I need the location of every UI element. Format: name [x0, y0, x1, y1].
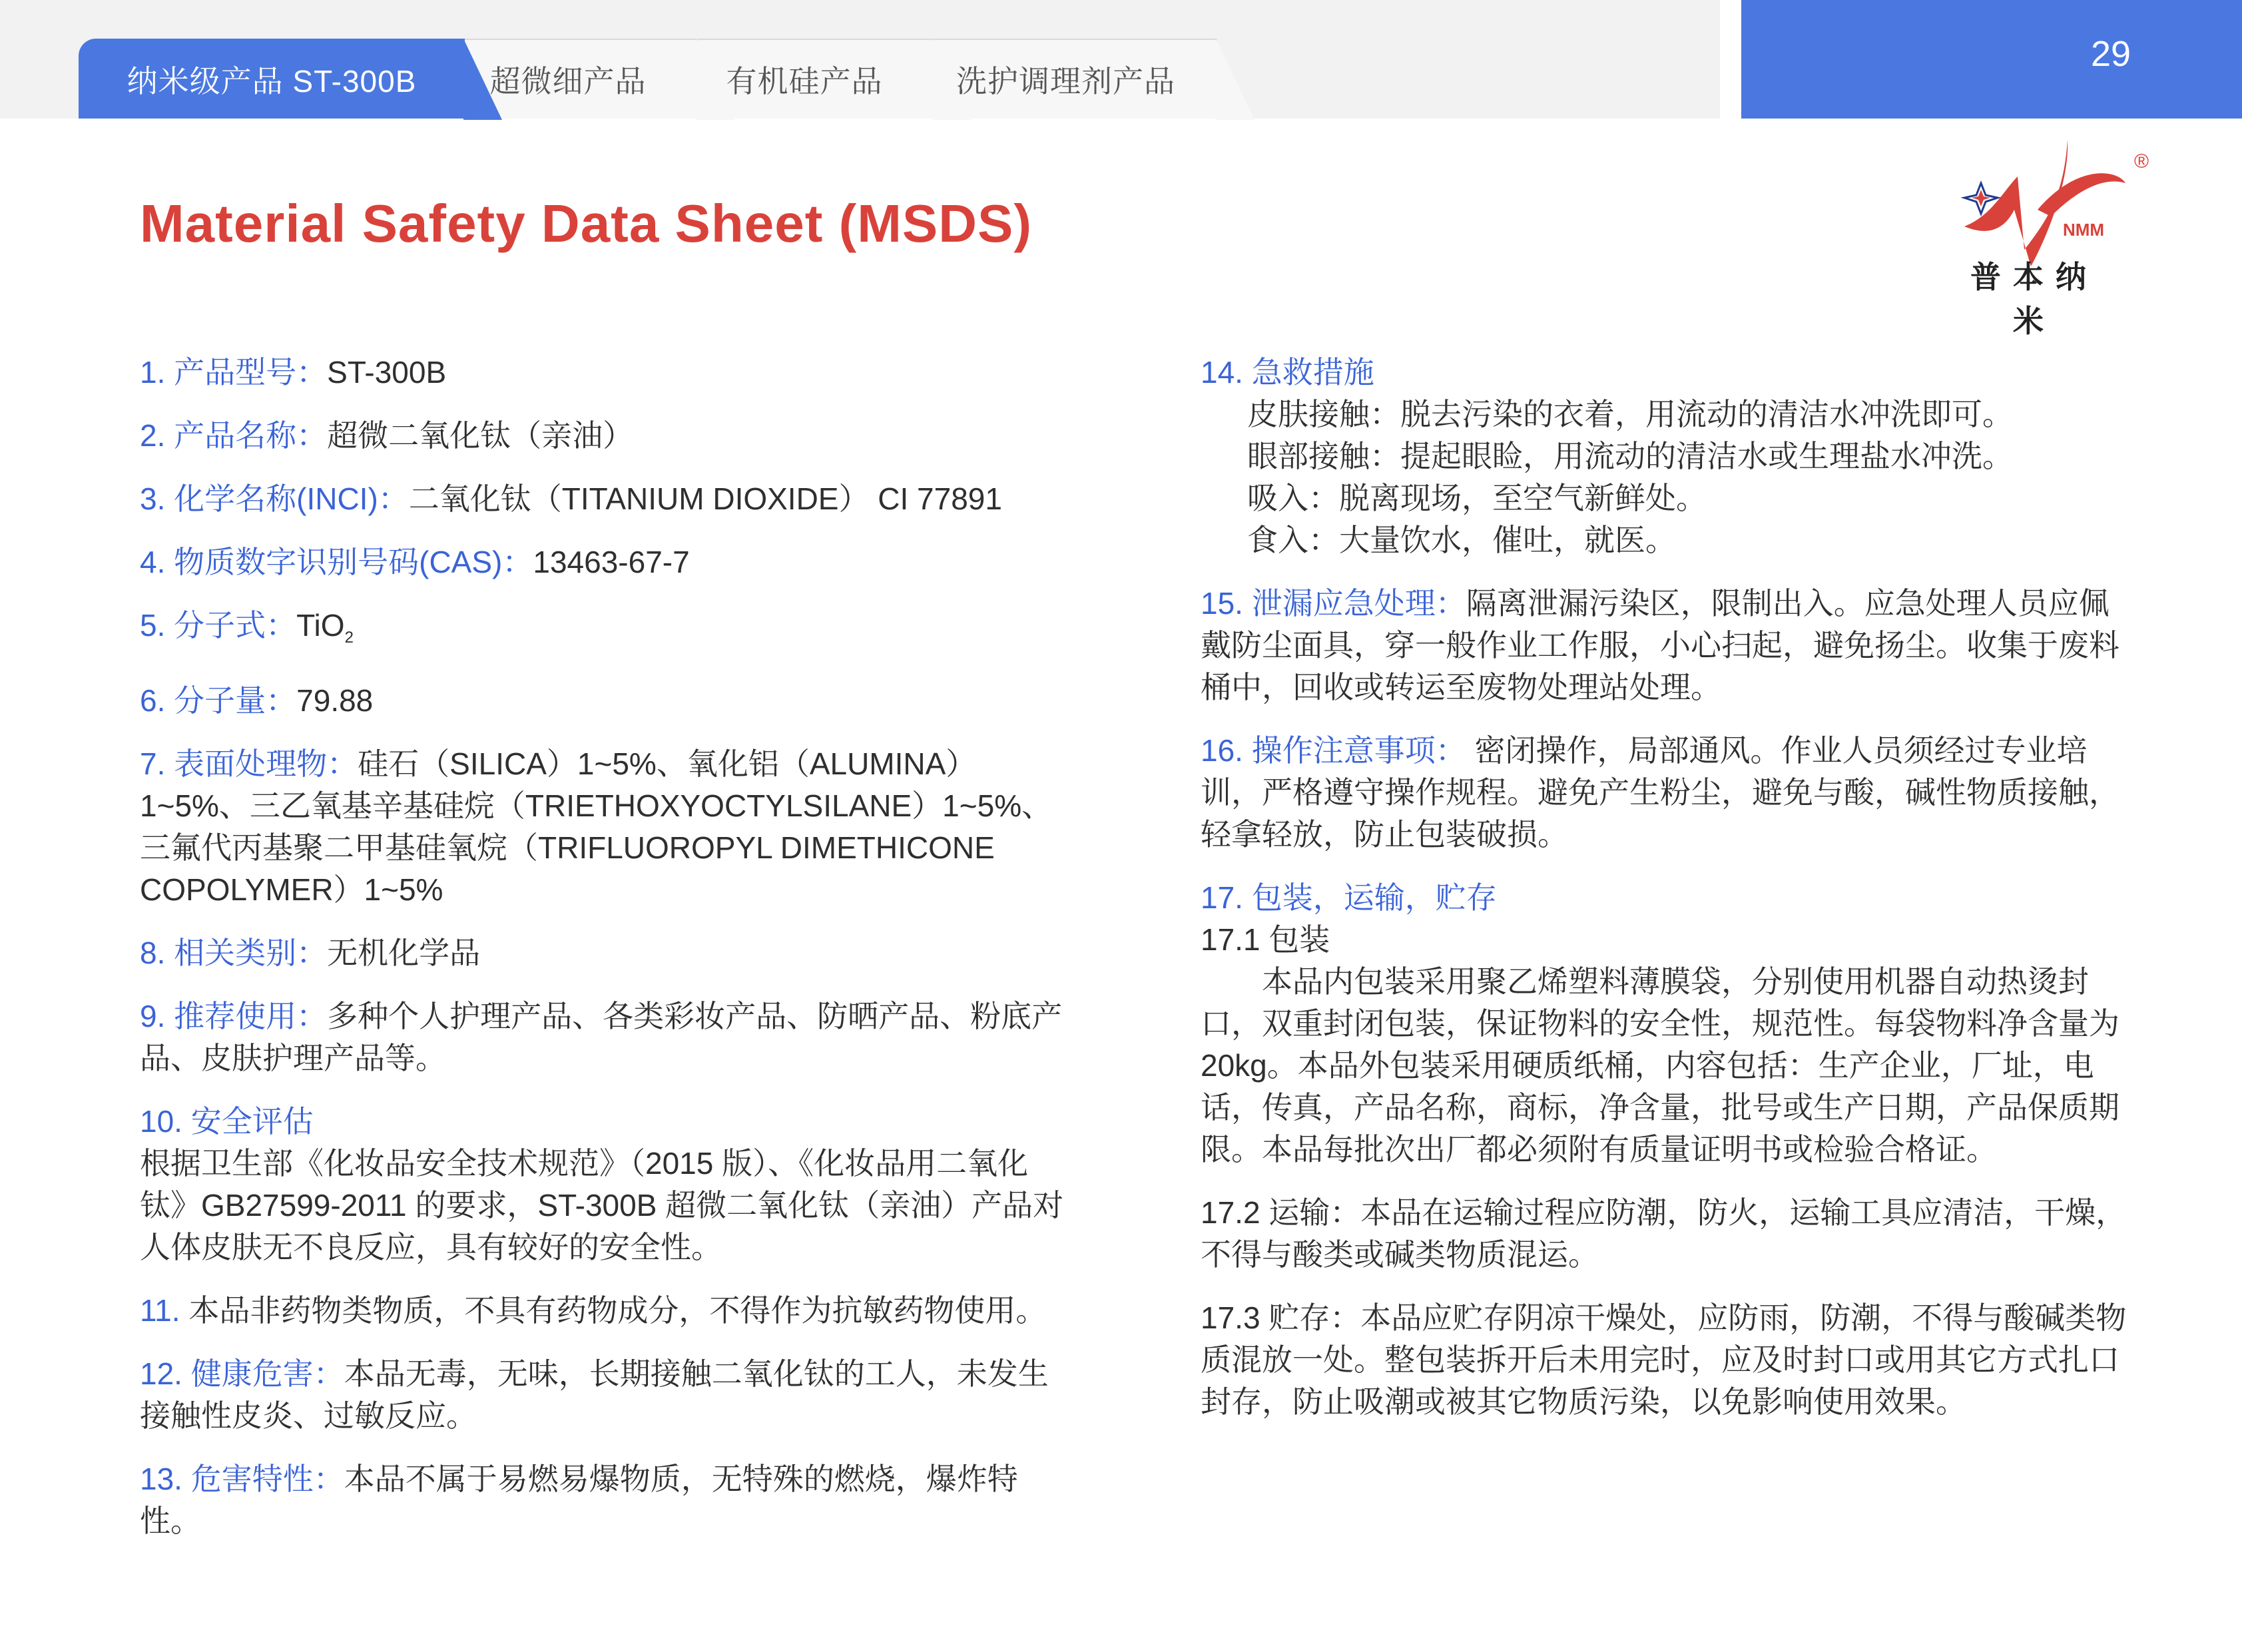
- item-health-hazard: 12. 健康危害：本品无毒，无味，长期接触二氧化钛的工人，未发生接触性皮炎、过敏反应。: [140, 1356, 1049, 1434]
- tab-label: 纳米级产品 ST-300B: [127, 64, 417, 99]
- tab-label: 超微细产品: [489, 64, 647, 99]
- storage-text: 17.3 贮存：本品应贮存阴凉干燥处，应防雨，防潮，不得与酸碱类物质混放一处。整包装拆开后未用完时，应及时封口或用其它方式扎口封存，防止吸潮或被其它物质污染，以免影响使用效果。: [1201, 1300, 2127, 1419]
- registered-mark: ®: [2134, 150, 2149, 172]
- page-title: Material Safety Data Sheet (MSDS): [140, 194, 1033, 253]
- item-cas-number: 4. 物质数字识别号码(CAS)：13463-67-7: [140, 545, 690, 579]
- item-product-model: 1. 产品型号：ST-300B: [140, 355, 447, 390]
- tab-label: 有机硅产品: [726, 64, 883, 99]
- tab-label: 洗护调理剂产品: [956, 64, 1175, 99]
- msds-left-column: [140, 352, 1072, 1563]
- page-number-box: [1741, 0, 2242, 119]
- item-molecular-weight: 6. 分子量：79.88: [140, 683, 374, 718]
- item-safety-assessment: 10. 安全评估 根据卫生部《化妆品安全技术规范》（2015 版）、《化妆品用二氧化钛》GB27599-2011 的要求，ST-300B 超微二氧化钛（亲油）产品对人体皮肤无不良反应，具有较好的安全性。: [140, 1104, 1064, 1265]
- first-aid-inhalation: 吸入：脱离现场，至空气新鲜处。: [1247, 481, 1707, 515]
- page-number: 29: [2091, 34, 2131, 74]
- item-first-aid: 14. 急救措施 皮肤接触：脱去污染的衣着，用流动的清洁水冲洗即可。 眼部接触：提起眼睑，用流动的清洁水或生理盐水冲洗。 吸入：脱离现场，至空气新鲜处。 食入：大量饮水，催吐，就医。: [1201, 352, 2133, 561]
- item-category: 8. 相关类别：无机化学品: [140, 936, 481, 971]
- packaging-subtitle: 17.1 包装: [1201, 922, 1330, 957]
- msds-right-column: [1201, 352, 2133, 1444]
- transport-text: 17.2 运输：本品在运输过程应防潮，防火，运输工具应清洁，干燥，不得与酸类或碱类物质混运。: [1201, 1195, 2127, 1272]
- item-surface-treatment: 7. 表面处理物：硅石（SILICA）1~5%、氧化铝（ALUMINA）1~5%、三乙氧基辛基硅烷（TRIETHOXYOCTYLSILANE）1~5%、三氟代丙基聚二甲基硅氧烷（TRIFLUOROPYL DIMETHICONE COPOLYMER）1~5%: [140, 746, 1053, 908]
- item-hazard-properties: 13. 危害特性：本品不属于易燃易爆物质，无特殊的燃烧，爆炸特性。: [140, 1462, 1018, 1539]
- item-packaging-transport-storage: 17. 包装，运输，贮存 17.1 包装 本品内包装采用聚乙烯塑料薄膜袋，分别使用机器自动热烫封口，双重封闭包装，保证物料的安全性，规范性。每袋物料净含量为20kg。本品外包装采用硬质纸桶，内容包括：生产企业，厂址，电话，传真，产品名称，商标，净含量，批号或生产日期，产品保质期限。本品每批次出厂都必须附有质量证明书或检验合格证。: [1201, 877, 2133, 1171]
- first-aid-eye: 眼部接触：提起眼睑，用流动的清洁水或生理盐水冲洗。: [1247, 439, 2013, 473]
- item-product-name: 2. 产品名称：超微二氧化钛（亲油）: [140, 418, 634, 453]
- logo-brand-text: 普本纳米: [1970, 260, 2098, 338]
- first-aid-ingestion: 食入：大量饮水，催吐，就医。: [1247, 523, 1676, 557]
- item-leak-response: 15. 泄漏应急处理：隔离泄漏污染区，限制出入。应急处理人员应佩戴防尘面具，穿一般作业工作服，小心扫起，避免扬尘。收集于废料桶中，回收或转运至废物处理站处理。: [1201, 586, 2119, 704]
- packaging-text: 本品内包装采用聚乙烯塑料薄膜袋，分别使用机器自动热烫封口，双重封闭包装，保证物料的安全性，规范性。每袋物料净含量为20kg。本品外包装采用硬质纸桶，内容包括：生产企业，厂址，电话，传真，产品名称，商标，净含量，批号或生产日期，产品保质期限。本品每批次出厂都必须附有质量证明书或检验合格证。: [1201, 964, 2119, 1167]
- tab-nano-st300b[interactable]: [79, 39, 465, 119]
- logo-nmm-text: NMM: [2063, 220, 2105, 240]
- item-non-drug: 11. 本品非药物类物质，不具有药物成分，不得作为抗敏药物使用。: [140, 1293, 1047, 1328]
- item-inci-name: 3. 化学名称(INCI)：二氧化钛（TITANIUM DIOXIDE） CI 77891: [140, 481, 1002, 516]
- item-formula: 5. 分子式：TiO$_2$: [140, 608, 354, 647]
- first-aid-skin: 皮肤接触：脱去污染的衣着，用流动的清洁水冲洗即可。: [1247, 397, 2013, 431]
- item-recommended-use: 9. 推荐使用：多种个人护理产品、各类彩妆产品、防晒产品、粉底产品、皮肤护理产品等。: [140, 999, 1063, 1076]
- item-handling-notes: 16. 操作注意事项： 密闭操作，局部通风。作业人员须经过专业培训，严格遵守操作规程。避免产生粉尘，避免与酸，碱性物质接触，轻拿轻放，防止包装破损。: [1201, 733, 2119, 852]
